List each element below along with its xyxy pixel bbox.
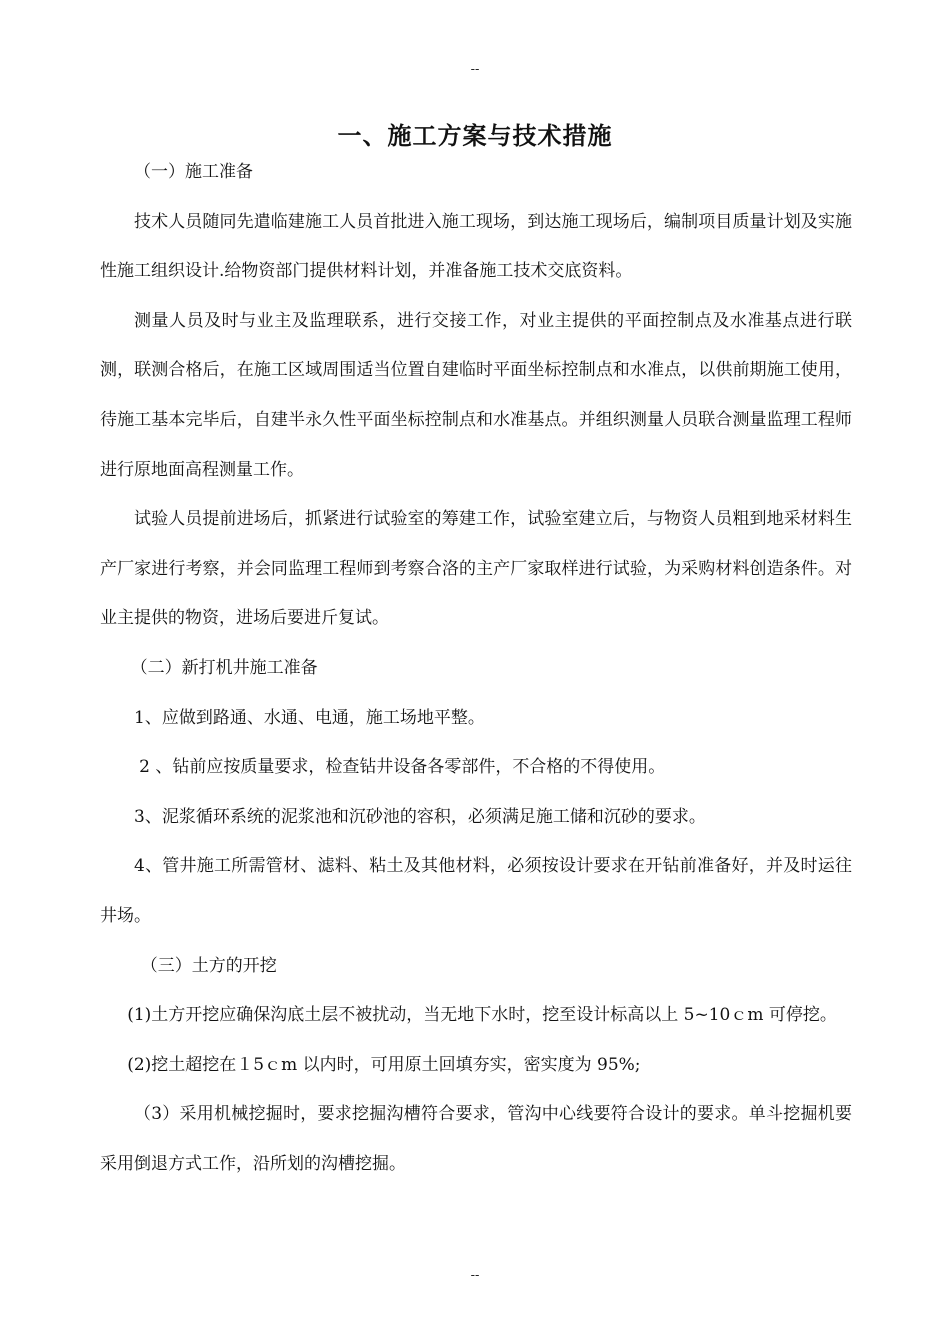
section-heading-construction-preparation: （一）施工准备: [134, 162, 253, 182]
paragraph-survey-staff: 测量人员及时与业主及监理联系，进行交接工作，对业主提供的平面控制点及水准基点进行联测，联测合格后，在施工区域周围适当位置自建临时平面坐标控制点和水准点，以供前期施工使用，待施工基本完毕后，自建半永久性平面坐标控制点和水准基点。并组织测量人员联合测量监理工程师进行原地面高程测量工作。: [100, 310, 852, 480]
clause-mechanical-excavation: （3）采用机械挖掘时，要求挖掘沟槽符合要求，管沟中心线要符合设计的要求。单斗挖掘机要采用倒退方式工作，沿所划的沟槽挖掘。: [100, 1104, 852, 1174]
section-heading-well-preparation: （二）新打机井施工准备: [130, 657, 318, 678]
page-header-marker: --: [470, 62, 480, 77]
list-item-equipment-check: 2 、钻前应按质量要求，检查钻井设备各零部件，不合格的不得使用。: [139, 757, 666, 778]
paragraph-technical-staff: 技术人员随同先遣临建施工人员首批进入施工现场，到达施工现场后，编制项目质量计划及实施性施工组织设计.给物资部门提供材料计划，并准备施工技术交底资料。: [100, 211, 852, 282]
page-footer-marker: --: [470, 1268, 480, 1283]
clause-excavation-depth: (1)土方开挖应确保沟底土层不被扰动，当无地下水时，挖至设计标高以上 5~10ｃm 可停挖。: [127, 1005, 837, 1026]
list-item-site-access: 1、应做到路通、水通、电通，施工场地平整。: [134, 707, 485, 728]
section-heading-earthwork: （三）土方的开挖: [140, 955, 277, 976]
document-body: [100, 148, 852, 1189]
list-item-mud-system: 3、泥浆循环系统的泥浆池和沉砂池的容积，必须满足施工储和沉砂的要求。: [134, 806, 706, 827]
list-item-materials: 4、管井施工所需管材、滤料、粘土及其他材料，必须按设计要求在开钻前准备好，并及时运往井场。: [100, 856, 852, 926]
page-title: 一、施工方案与技术措施: [337, 121, 613, 150]
clause-over-excavation: (2)挖土超挖在１5ｃm 以内时，可用原土回填夯实，密实度为 95%;: [127, 1054, 641, 1075]
paragraph-test-staff: 试验人员提前进场后，抓紧进行试验室的筹建工作，试验室建立后，与物资人员粗到地采材料生产厂家进行考察，并会同监理工程师到考察合洛的主产厂家取样进行试验，为采购材料创造条件。对业主提供的物资，进场后要进斤复试。: [100, 509, 852, 629]
